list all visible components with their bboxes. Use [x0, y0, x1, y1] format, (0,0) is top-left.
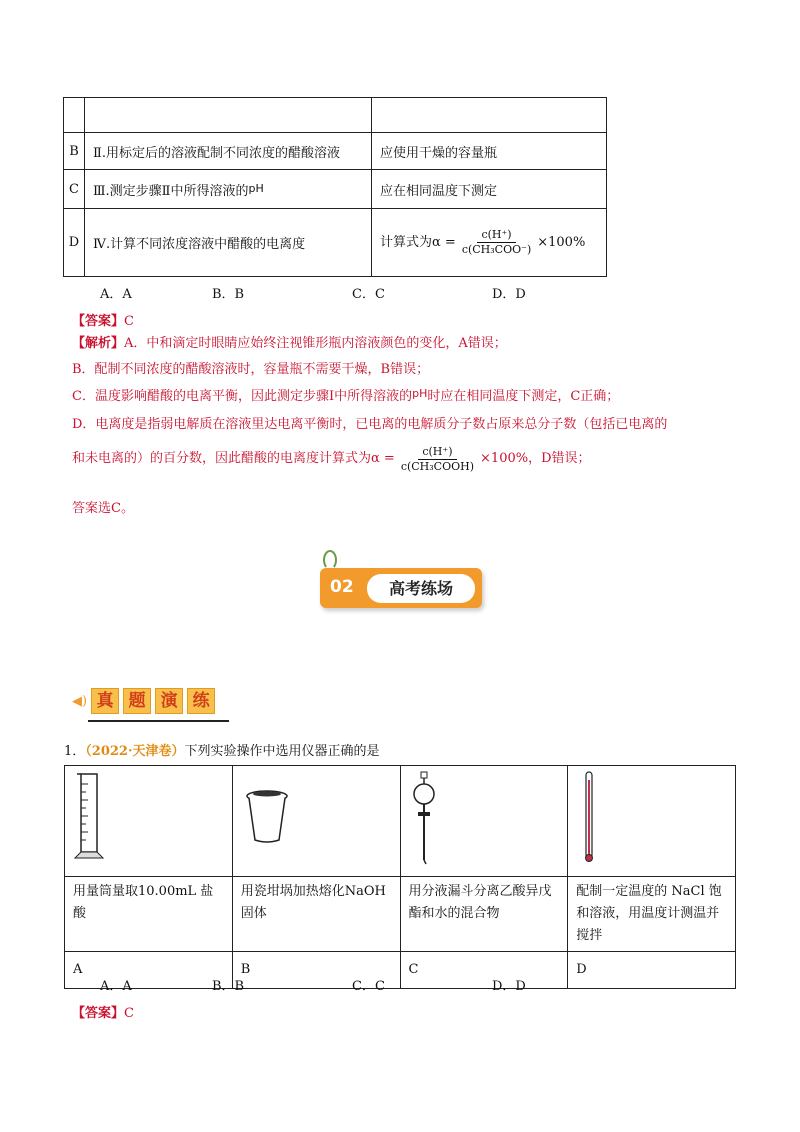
analysis-line-2: B．配制不同浓度的醋酸溶液时，容量瓶不需要干燥，B错误；	[72, 362, 430, 377]
option-cell: D	[64, 209, 85, 277]
experiment-table	[63, 97, 607, 277]
letter-cell: B	[232, 952, 400, 989]
ionization-formula	[458, 228, 535, 257]
speaker-icon: ◀)	[72, 693, 88, 709]
banner-title: 高考练场	[367, 574, 475, 603]
option-cell: B	[64, 133, 85, 170]
question-1	[64, 740, 380, 759]
analysis-line-6: 答案选C。	[72, 501, 134, 516]
option-cell: C	[64, 170, 85, 209]
formula-denominator: c(CH₃COO⁻)	[461, 243, 532, 256]
answer-label: 【答案】	[72, 1006, 125, 1021]
formula-suffix: ×100%	[537, 235, 586, 250]
analysis-line-1	[72, 335, 507, 353]
analysis-text: C．温度影响醋酸的电离平衡，因此测定步骤Ⅰ中所得溶液的	[72, 389, 413, 404]
formula-denominator: c(CH₃COOH)	[400, 459, 475, 473]
table-row	[65, 766, 736, 877]
instrument-cell	[232, 766, 400, 877]
instrument-table	[64, 765, 736, 989]
table-row	[65, 877, 736, 952]
answer-line	[72, 310, 134, 329]
section-banner	[320, 560, 482, 606]
table-row	[64, 98, 607, 133]
analysis-label: 【解析】	[72, 336, 125, 351]
section-char: 真	[91, 688, 119, 714]
ph-symbol: pH	[412, 387, 428, 400]
answer-options	[100, 283, 526, 302]
table-row	[64, 133, 607, 170]
step-cell: Ⅳ.计算不同浓度溶液中醋酸的电离度	[85, 209, 372, 277]
formula-numerator: c(H⁺)	[477, 228, 515, 243]
analysis-text: ×100%，D错误；	[480, 451, 591, 467]
question-source: （2022·天津卷）	[85, 744, 185, 759]
description-cell: 用瓷坩埚加热熔化NaOH 固体	[232, 877, 400, 952]
formula-numerator: c(H⁺)	[418, 445, 456, 460]
banner-number: 02	[330, 577, 354, 597]
formula-prefix: 计算式为α =	[380, 235, 456, 250]
option-d: D．D	[492, 979, 526, 994]
analysis-line-4: D．电离度是指弱电解质在溶液里达电离平衡时，已电离的电解质分子数占原来总分子数（包括已电离的	[72, 417, 668, 432]
option-a: A．A	[100, 979, 132, 994]
description-cell: 用量筒量取10.00mL 盐酸	[65, 877, 233, 952]
ph-symbol: pH	[248, 181, 264, 195]
instrument-cell	[568, 766, 736, 877]
step-cell	[85, 170, 372, 209]
section-underline	[88, 720, 229, 722]
option-c: C．C	[352, 979, 385, 994]
description-cell: 配制一定温度的 NaCl 饱和溶液，用温度计测温并搅拌	[568, 877, 736, 952]
answer-label: 【答案】	[72, 314, 125, 329]
letter-cell: A	[65, 952, 233, 989]
analysis-line-3	[72, 388, 619, 406]
step-cell: Ⅱ.用标定后的溶液配制不同浓度的醋酸溶液	[85, 133, 372, 170]
answer-value: C	[124, 314, 134, 329]
option-a: A．A	[100, 287, 132, 302]
analysis-text: 时应在相同温度下测定，C正确；	[427, 389, 620, 404]
step-cell	[85, 98, 372, 133]
note-cell	[372, 98, 607, 133]
question-number: 1．	[64, 744, 86, 759]
option-b: B．B	[212, 979, 245, 994]
note-cell	[372, 209, 607, 277]
analysis-text: A．中和滴定时眼睛应始终注视锥形瓶内溶液颜色的变化，A错误；	[124, 336, 507, 351]
option-d: D．D	[492, 287, 526, 302]
analysis-text: 和未电离的）的百分数，因此醋酸的电离度计算式为α =	[72, 451, 395, 467]
graduated-cylinder-icon	[73, 770, 113, 862]
note-cell: 应在相同温度下测定	[372, 170, 607, 209]
option-c: C．C	[352, 287, 385, 302]
instrument-cell	[400, 766, 568, 877]
option-b: B．B	[212, 287, 245, 302]
section-char: 练	[187, 688, 215, 714]
table-row	[64, 209, 607, 277]
section-char: 题	[123, 688, 151, 714]
analysis-line-5	[72, 445, 591, 474]
answer-options	[100, 975, 526, 994]
instrument-cell	[65, 766, 233, 877]
section-header	[72, 688, 219, 714]
letter-cell: C	[400, 952, 568, 989]
note-cell: 应使用干燥的容量瓶	[372, 133, 607, 170]
thermometer-icon	[576, 770, 606, 866]
answer-value: C	[124, 1006, 134, 1021]
option-cell	[64, 98, 85, 133]
step-text: Ⅲ.测定步骤Ⅱ中所得溶液的	[93, 183, 249, 199]
section-char: 演	[155, 688, 183, 714]
letter-cell: D	[568, 952, 736, 989]
separatory-funnel-icon	[409, 770, 449, 866]
description-cell: 用分液漏斗分离乙酸异戊酯和水的混合物	[400, 877, 568, 952]
question-text: 下列实验操作中选用仪器正确的是	[184, 744, 380, 759]
ionization-formula	[397, 445, 478, 474]
table-row	[64, 170, 607, 209]
answer-line	[72, 1002, 134, 1021]
hook-icon	[323, 550, 337, 570]
crucible-icon	[241, 788, 301, 858]
